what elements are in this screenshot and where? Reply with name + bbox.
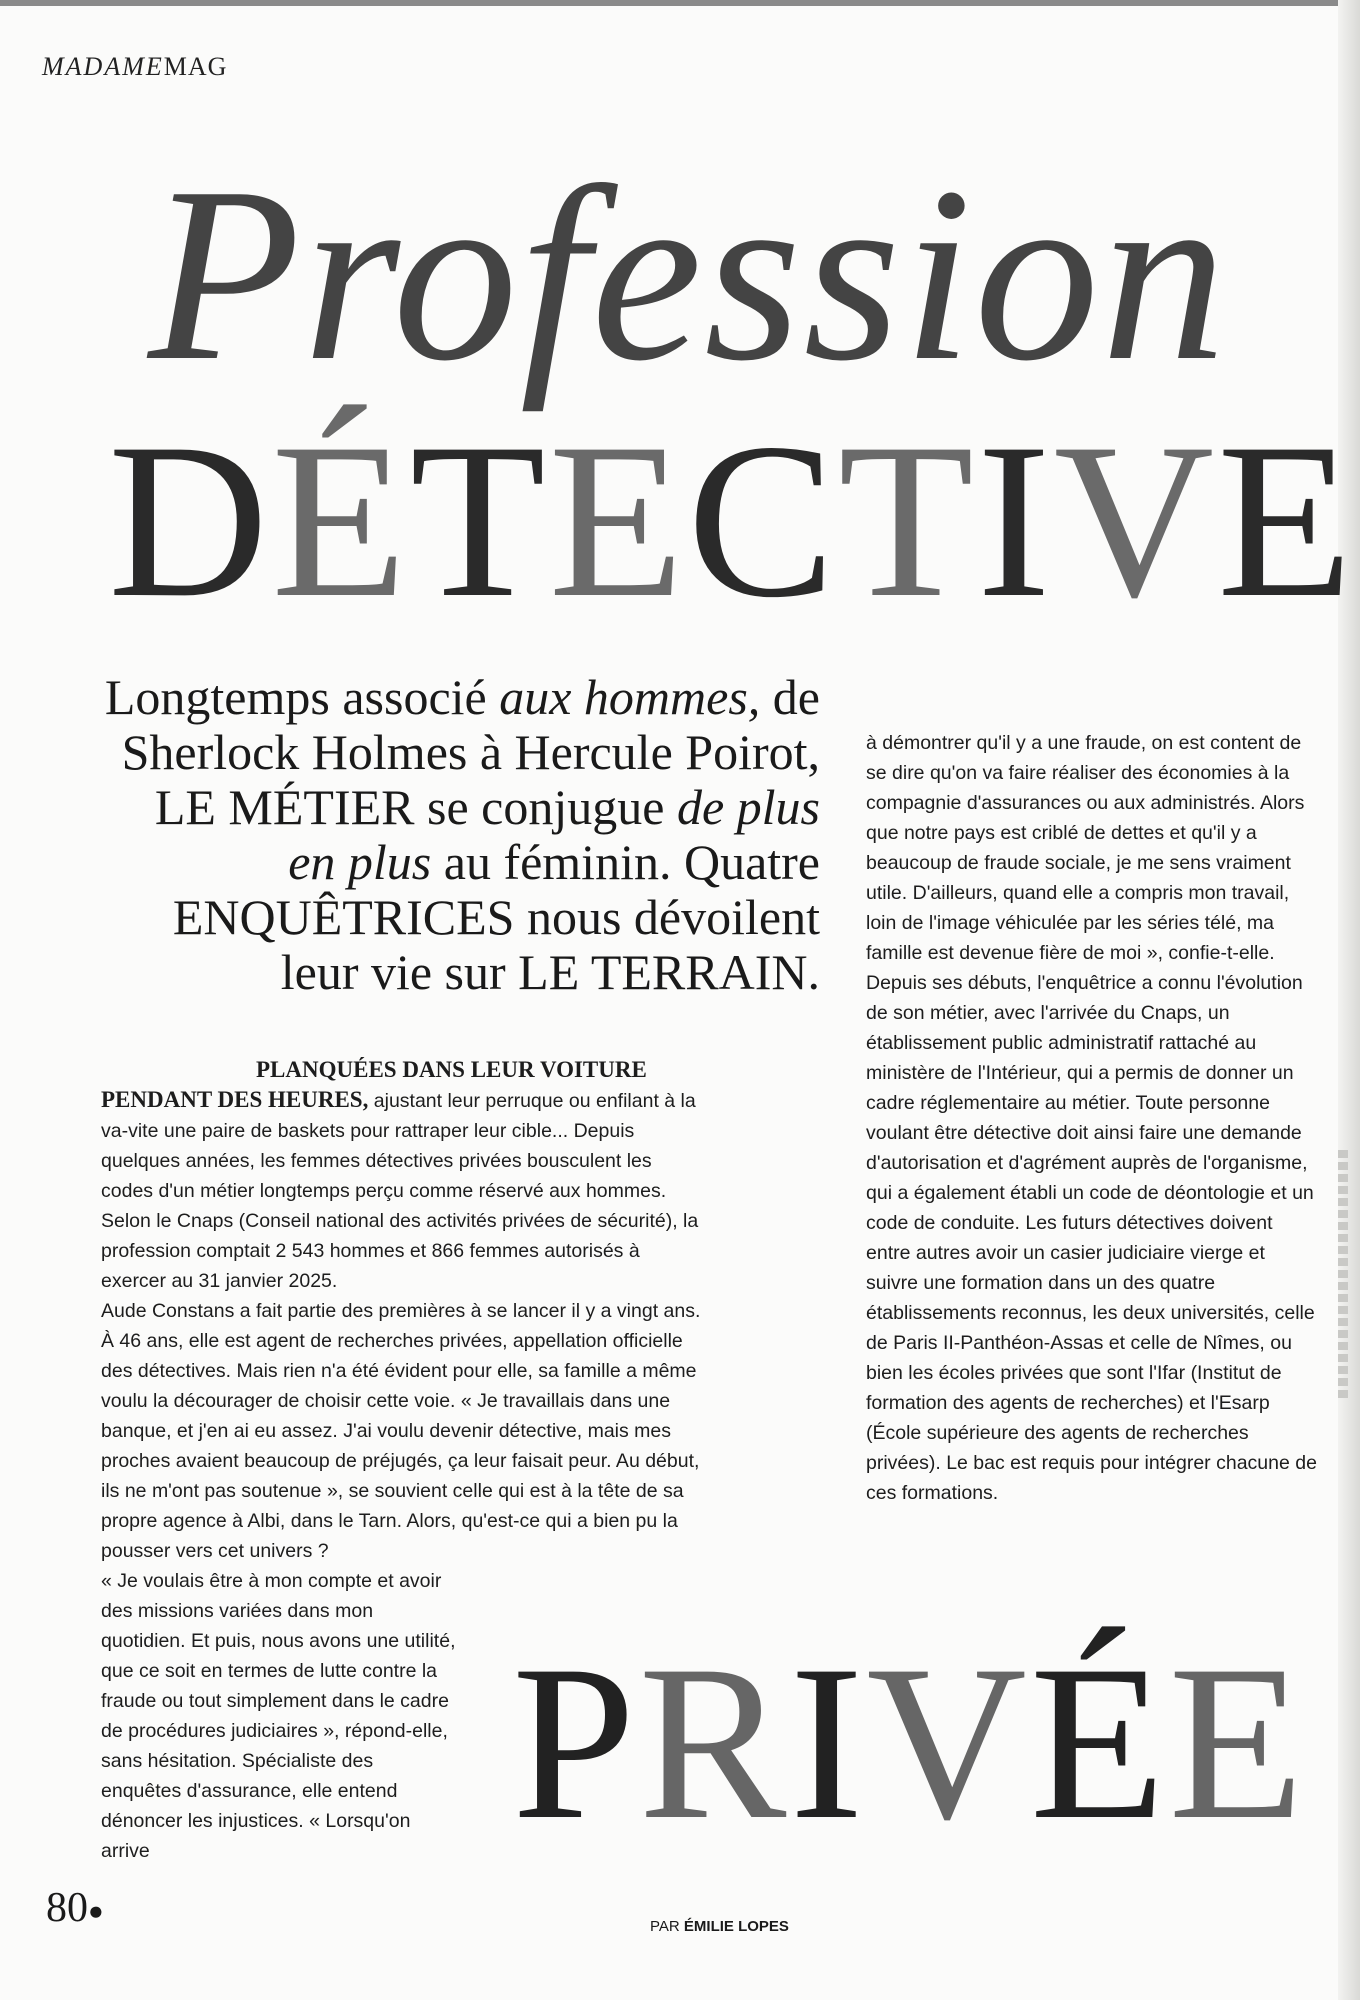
page-right-edge (1338, 0, 1360, 2000)
lede-italic: aux hommes, (499, 669, 761, 725)
title-letter: É (271, 398, 410, 644)
byline-name: ÉMILIE LOPES (683, 1918, 789, 1935)
title-letter: P (512, 1620, 639, 1866)
photo-credit-strip (1338, 1150, 1348, 1400)
title-letter: C (687, 398, 839, 644)
kicker-line-2: PENDANT DES HEURES, (101, 1087, 369, 1112)
article-paragraph (101, 1055, 701, 1296)
title-letter: E (548, 398, 688, 644)
title-letter: T (409, 398, 549, 644)
lede-italic: de plus en plus (288, 779, 820, 890)
title-letter: E (1168, 1620, 1308, 1866)
article-paragraph: « Je voulais être à mon compte et avoir des missions variées dans mon quotidien. Et puis, nous avons une utilité, que ce soit en termes de lutte contre la fraude ou tout simplement dans le cadre de procédures judiciaires », répond-elle, sans hésitation. Spécialiste des enquêtes d'assurance, elle entend dénoncer les injustices. « Lorsqu'on arrive (101, 1570, 456, 1862)
byline (650, 1918, 789, 1935)
brand-rest: MAG (163, 52, 228, 81)
article-column-right (866, 728, 1322, 1508)
kicker-line-1: PLANQUÉES DANS LEUR VOITURE (256, 1057, 647, 1082)
title-privee (512, 1620, 1308, 1866)
title-letter: V (866, 1620, 1030, 1866)
article-paragraph: à démontrer qu'il y a une fraude, on est content de se dire qu'on va faire réaliser des économies à la compagnie d'assurances ou aux administrés. Alors que notre pays est criblé de dettes et qu'il y a beaucoup de fraude sociale, je me sens vraiment utile. D'ailleurs, quand elle a compris mon travail, loin de l'image véhiculée par les séries télé, ma famille est devenue fière de moi », confie-t-elle. Depuis ses débuts, l'enquêtrice a connu l'évolution de son métier, avec l'arrivée du Cnaps, un établissement public administratif rattaché au ministère de l'Intérieur, qui a permis de donner un cadre réglementaire au métier. Toute personne voulant être détective doit ainsi faire une demande d'autorisation et d'agrément auprès de l'organisme, qui a également établi un code de déontologie et un code de conduite. Les futurs détectives doivent entre autres avoir un casier judiciaire vierge et suivre une formation dans un des quatre établissements reconnus, les deux universités, celle de Paris II-Panthéon-Assas et celle de Nîmes, ou bien les écoles privées que sont l'Ifar (Institut de formation des agents de recherches) et l'Esarp (École supérieure des agents de recherches privées). Le bac est requis pour intégrer chacune de ces formations. (866, 732, 1317, 1504)
brand-italic: MADAME (42, 52, 164, 81)
title-letter: T (838, 398, 977, 644)
lede-text: de Sherlock Holmes à Hercule Poirot, LE MÉTIER se conjugue (121, 669, 820, 835)
title-letter: I (976, 398, 1054, 644)
lede-paragraph (100, 670, 820, 1000)
lede-text: Longtemps associé (104, 669, 500, 725)
page-top-edge (0, 0, 1360, 6)
title-letter: D (108, 398, 272, 644)
title-letter: R (638, 1620, 790, 1866)
title-detective (108, 398, 1356, 644)
bullet-icon: ● (88, 1896, 104, 1926)
title-letter: E (1217, 398, 1356, 644)
byline-prefix: PAR (650, 1918, 684, 1935)
title-letter: É (1029, 1620, 1169, 1866)
article-paragraph: Aude Constans a fait partie des premières à se lancer il y a vingt ans. À 46 ans, elle est agent de recherches privées, appellation officielle des détectives. Mais rien n'a été évident pour elle, sa famille a même voulu la décourager de choisir cette voie. « Je travaillais dans une banque, et j'en ai eu assez. J'ai voulu devenir détective, mais mes proches avaient beaucoup de préjugés, ça leur faisait peur. Au début, ils ne m'ont pas soutenue », se souvient celle qui est à la tête de sa propre agence à Albi, dans le Tarn. Alors, qu'est-ce qui a bien pu la pousser vers cet univers ? (101, 1300, 701, 1562)
title-profession: Profession (148, 136, 1229, 413)
page-number (46, 1884, 104, 1932)
page-number-text: 80 (46, 1885, 88, 1931)
title-letter: I (789, 1620, 867, 1866)
article-text: ajustant leur perruque ou enfilant à la va-vite une paire de baskets pour rattraper leur cible... Depuis quelques années, les femmes détectives privées bousculent les codes d'un métier longtemps perçu comme réservé aux hommes. Selon le Cnaps (Conseil national des activités privées de sécurité), la profession comptait 2 543 hommes et 866 femmes autorisés à exercer au 31 janvier 2025. (101, 1090, 699, 1292)
magazine-brand (42, 52, 227, 82)
lede-text: au féminin. Quatre ENQUÊTRICES nous dévoilent leur vie sur LE TERRAIN. (172, 834, 820, 1000)
title-letter: V (1053, 398, 1218, 644)
